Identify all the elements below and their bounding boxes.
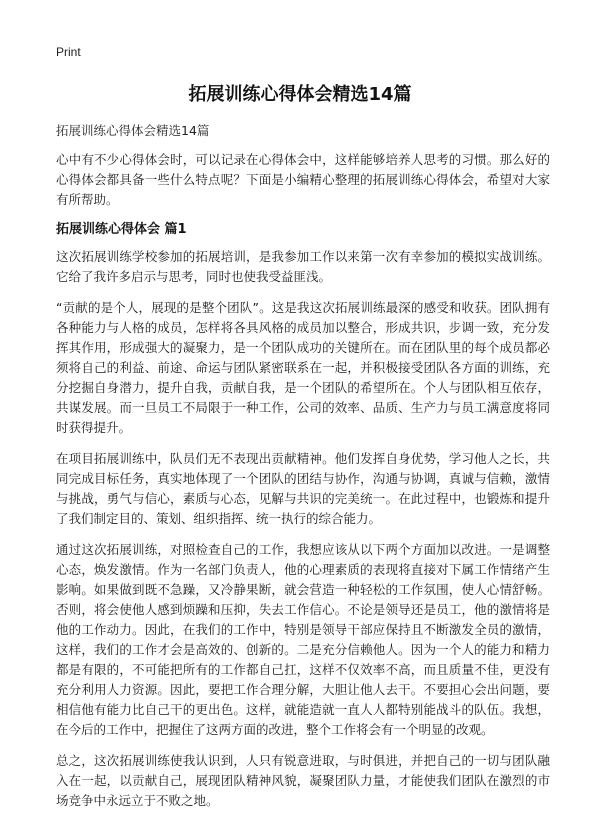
article-body (56, 150, 550, 822)
article-subtitle: 拓展训练心得体会精选14篇 (56, 123, 210, 138)
paragraph: 在项目拓展训练中，队员们无不表现出贡献精神。他们发挥自身优势，学习他人之长，共同完成目标任务，真实地体现了一个团队的团结与协作，沟通与协调，真诚与信赖，激情与挑战，勇气与信心，素质与心态，见解与共识的完美统一。在此过程中，也锻炼和提升了我们制定目的、策划、组织指挥、统一执行的综合能力。 (56, 451, 550, 526)
paragraph: 通过这次拓展训练，对照检查自己的工作，我想应该从以下两个方面加以改进。一是调整心态，焕发激情。作为一名部门负责人，他的心理素质的表现将直接对下属工作情绪产生影响。如果做到既不急躁，又冷静果断，就会营造一种轻松的工作氛围，使人心情舒畅。否则，将会使他人感到烦躁和压抑，失去工作信心。不论是领导还是员工，他的激情将是他的工作动力。因此，在我们的工作中，特别是领导干部应保持且不断激发全员的激情，这样，我们的工作才会是高效的、创新的。二是充分信赖他人。因为一个人的能力和精力都是有限的，不可能把所有的工作都自己扛，这样不仅效率不高，而且质量不佳，更没有充分利用人力资源。因此，要把工作合理分解，大胆让他人去干。不要担心会出问题，要相信他有能力比自己干的更出色。这样，就能造就一直人人都特别能战斗的队伍。我想，在今后的工作中，把握住了这两方面的改进，整个工作将会有一个明显的改观。 (56, 542, 550, 737)
page-title: 拓展训练心得体会精选14篇 (188, 84, 412, 105)
print-link[interactable]: Print (56, 45, 81, 59)
section-heading: 拓展训练心得体会 篇1 (56, 222, 187, 237)
paragraph: 总之，这次拓展训练使我认识到，人只有锐意进取，与时俱进，并把自己的一切与团队融入在一起，以贡献自己，展现团队精神风貌，凝聚团队力量，才能使我们团队在激烈的市场竞争中永远立于不败之地。 (56, 753, 550, 808)
paragraph: 这次拓展训练学校参加的拓展培训，是我参加工作以来第一次有幸参加的模拟实战训练。它给了我许多启示与思考，同时也使我受益匪浅。 (56, 249, 550, 284)
paragraph: “贡献的是个人，展现的是整个团队”。这是我这次拓展训练最深的感受和收获。团队拥有各种能力与人格的成员，怎样将各具风格的成员加以整合，形成共识，步调一致，充分发挥其作用，形成强大的凝聚力，是一个团队成功的关键所在。而在团队里的每个成员都必须将自己的利益、前途、命运与团队紧密联系在一起，并积极接受团队各方面的训练，充分挖掘自身潜力，提升自我，贡献自我，是一个团队的希望所在。个人与团队相互依存，共谋发展。而一旦员工不局限于一种工作，公司的效率、品质、生产力与员工满意度将同时获得提升。 (56, 300, 550, 435)
intro-paragraph: 心中有不少心得体会时，可以记录在心得体会中，这样能够培养人思考的习惯。那么好的心得体会都具备一些什么特点呢？下面是小编精心整理的拓展训练心得体会，希望对大家有所帮助。 (56, 152, 550, 207)
